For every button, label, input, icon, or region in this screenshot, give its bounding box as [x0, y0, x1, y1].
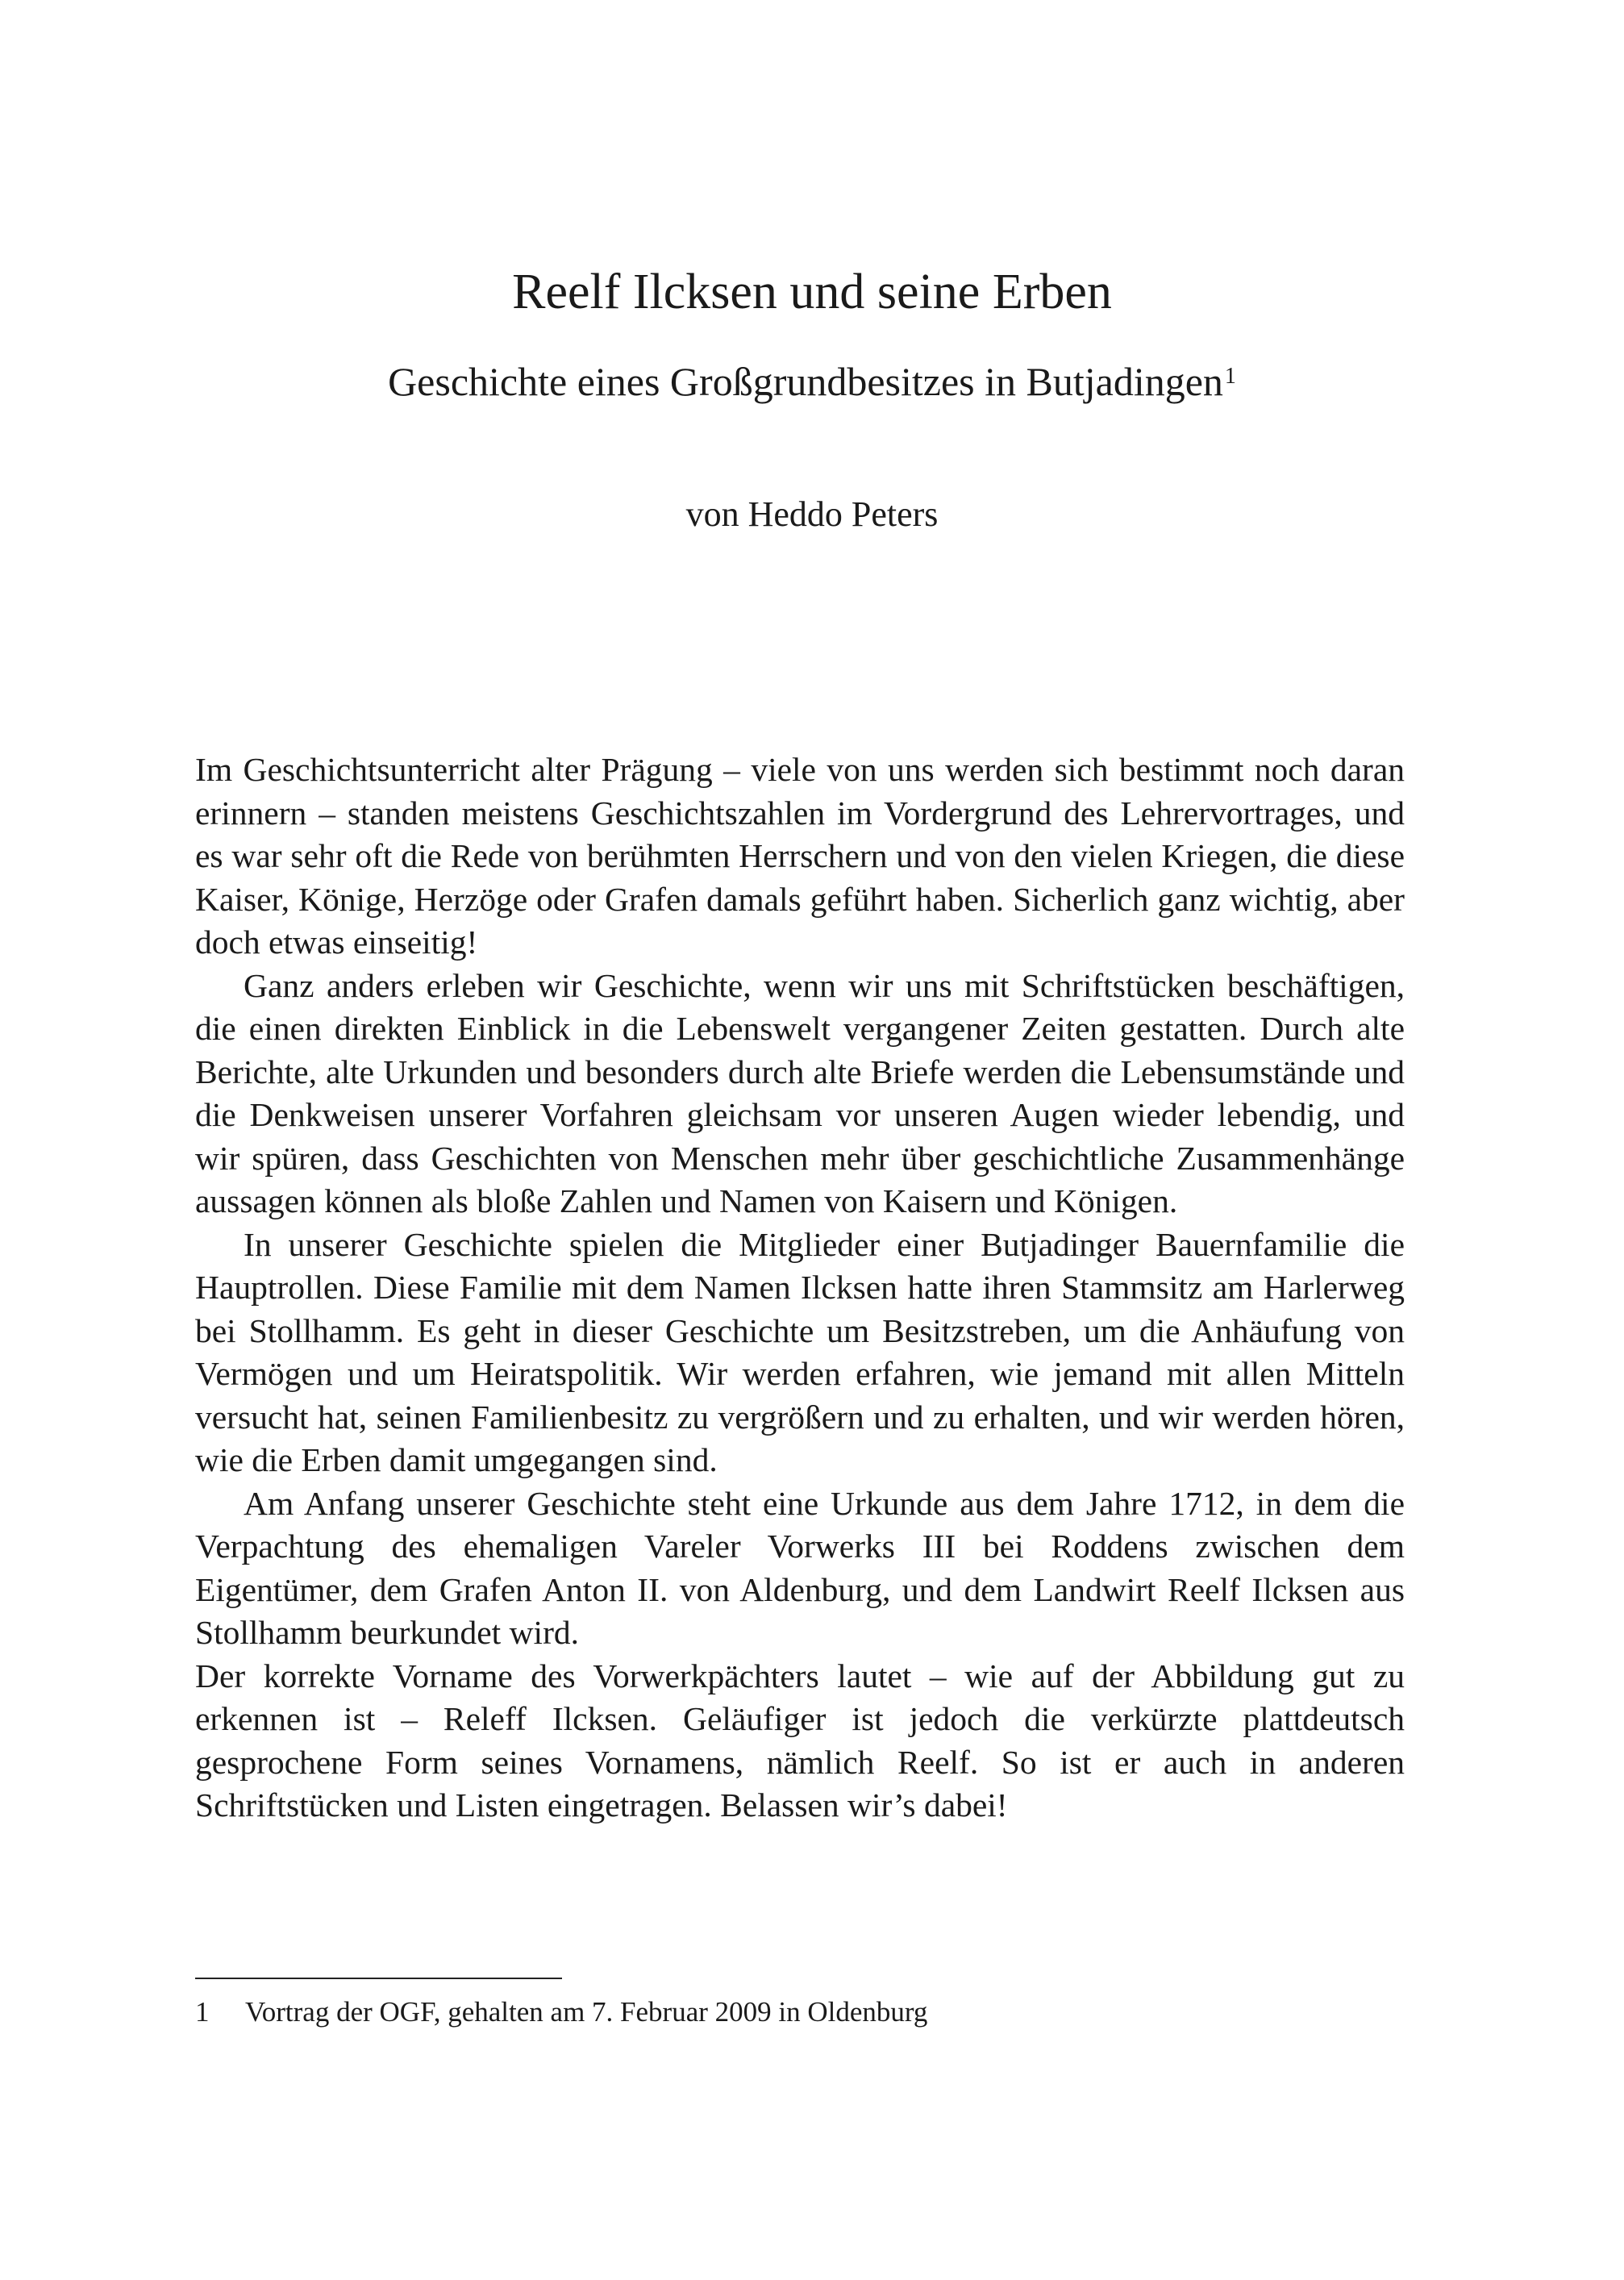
paragraph-5: Der korrekte Vorname des Vorwerkpächters lautet – wie auf der Abbildung gut zu erkennen ist – Releff Ilcksen. Geläufiger ist jedoch die verkürzte plattdeutsch gesprochene Form seines Vornamens, nämlich Reelf. So ist er auch in anderen Schriftstücken und Listen eingetragen. Belassen wir’s dabei! — [195, 1657, 1405, 1824]
footnote-text: Vortrag der OGF, gehalten am 7. Februar 2009 in Oldenburg — [245, 1996, 928, 2028]
article-title: Reelf Ilcksen und seine Erben — [512, 265, 1112, 319]
article-body — [195, 748, 1405, 1828]
footnote-reference[interactable]: 1 — [1224, 364, 1236, 389]
paragraph-3: In unserer Geschichte spielen die Mitglieder einer Butjadinger Bauernfamilie die Hauptrollen. Diese Familie mit dem Namen Ilcksen hatte ihren Stammsitz am Harlerweg bei Stollhamm. Es geht in dieser Geschichte um Besitzstreben, um die Anhäufung von Vermögen und um Heiratspolitik. Wir werden erfahren, wie jemand mit allen Mitteln versucht hat, seinen Familienbesitz zu vergrößern und zu erhalten, und wir werden hören, wie die Erben damit umgegangen sind. — [195, 1225, 1405, 1478]
paragraph-2: Ganz anders erleben wir Geschichte, wenn wir uns mit Schriftstücken beschäftigen, die einen direkten Einblick in die Lebenswelt vergangener Zeiten gestatten. Durch alte Berichte, alte Urkunden und besonders durch alte Briefe werden die Lebensumstände und die Denkweisen unserer Vorfahren gleichsam vor unseren Augen wieder lebendig, und wir spüren, dass Geschichten von Menschen mehr über geschichtliche Zusammenhänge aussagen können als bloße Zahlen und Namen von Kaisern und Königen. — [195, 966, 1405, 1219]
paragraph-4: Am Anfang unserer Geschichte steht eine Urkunde aus dem Jahre 1712, in dem die Verpachtung des ehemaligen Vareler Vorwerks III bei Roddens zwischen dem Eigentümer, dem Grafen Anton II. von Aldenburg, und dem Landwirt Reelf Ilcksen aus Stollhamm beurkundet wird. — [195, 1484, 1405, 1651]
footnote-number: 1 — [195, 1996, 210, 2028]
footnote-divider — [195, 1978, 562, 1979]
paragraph-1: Im Geschichtsunterricht alter Prägung – viele von uns werden sich bestimmt noch daran erinnern – standen meistens Geschichtszahlen im Vordergrund des Lehrervortrages, und es war sehr oft die Rede von berühmten Herrschern und von den vielen Kriegen, die diese Kaiser, Könige, Herzöge oder Grafen damals geführt haben. Sicherlich ganz wichtig, aber doch etwas einseitig! — [195, 751, 1405, 961]
footnote — [195, 1994, 1405, 2031]
subtitle-text: Geschichte eines Großgrundbesitzes in Butjadingen — [388, 359, 1223, 404]
article-author: von Heddo Peters — [685, 494, 939, 534]
article-subtitle — [0, 355, 1624, 408]
